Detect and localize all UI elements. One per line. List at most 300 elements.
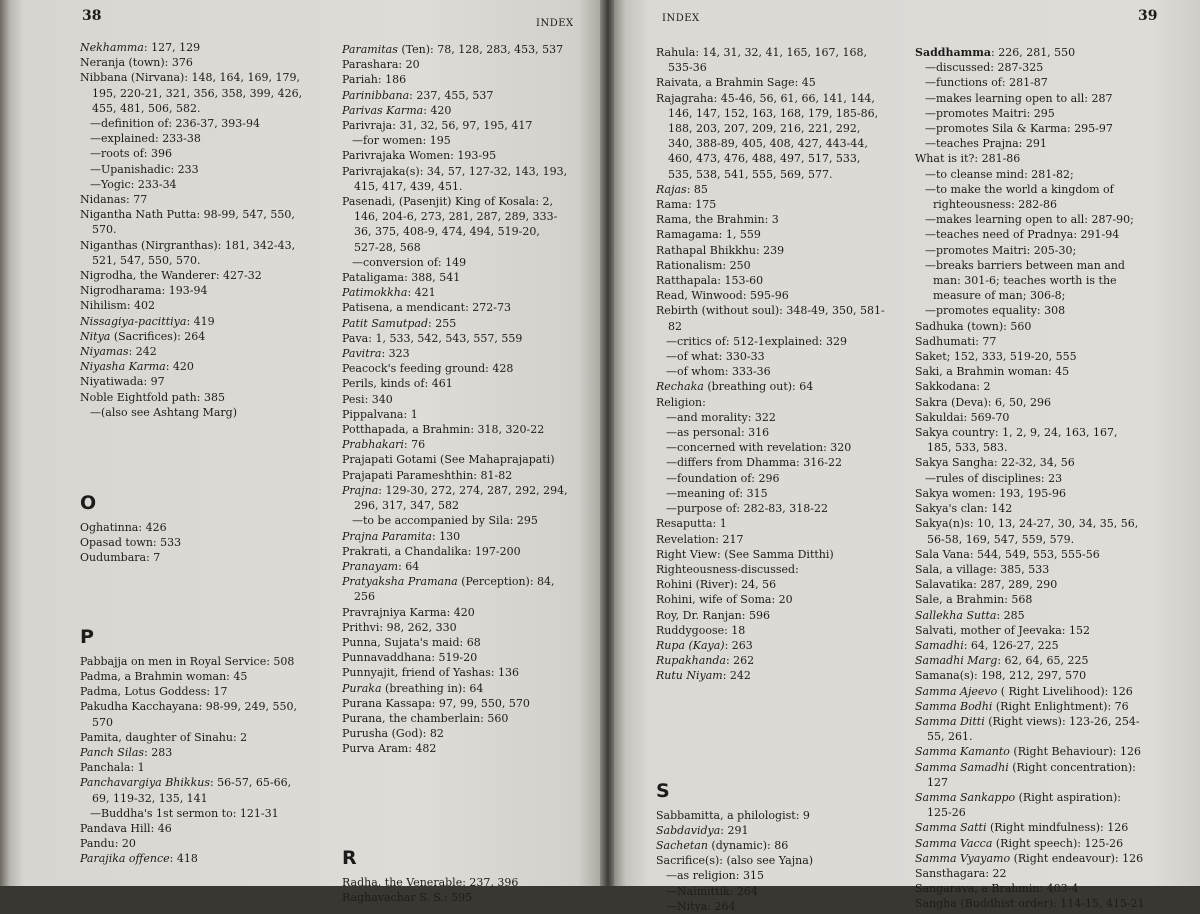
index-term: Parivrajaka Women: [342, 149, 451, 163]
index-pages: : 77: [126, 193, 148, 207]
index-term: Samadhi: [915, 638, 964, 652]
index-pages: : 198, 212, 297, 570: [973, 669, 1087, 683]
index-pages: : 22: [985, 866, 1007, 880]
left-page: [0, 0, 602, 904]
index-entry: [915, 851, 1145, 866]
index-pages: : 1: [712, 517, 727, 531]
index-term: Rama: [656, 198, 689, 212]
index-pages: (Right Enlightment): 76: [992, 699, 1129, 713]
index-entry: [915, 410, 1145, 425]
index-term: Samma Vyayamo: [915, 851, 1011, 865]
index-entry: [80, 70, 312, 116]
index-pages: : 98-99, 249, 550, 570: [92, 700, 297, 729]
index-entry: [342, 529, 568, 544]
index-entry: [915, 577, 1145, 592]
index-pages: : 45-46, 56, 61, 66, 141, 144, 146, 147, 152, 163, 168, 179, 185-86, 188, 203, 207, 209, 216, 221, 292, 340, 388-89, 405, 408, 427, 443-44, 460, 473, 476, 488, 497, 517, 533, 535, 538, 541, 555, 569, 577.: [668, 91, 879, 181]
index-entry: [80, 40, 312, 55]
index-pages: : 6, 50, 296: [987, 395, 1051, 409]
index-pages: : 403-4: [1039, 882, 1079, 896]
index-entry: [915, 425, 1145, 455]
index-pages: : 237, 455, 537: [409, 88, 494, 102]
index-entry: [342, 407, 568, 422]
index-pages: : 340: [364, 392, 393, 406]
index-entry: [656, 45, 886, 75]
index-entry: [656, 577, 886, 592]
index-pages: : 323: [381, 347, 410, 361]
index-term: Sadhuka (town): [915, 319, 1004, 333]
index-pages: : 461: [424, 377, 453, 391]
index-entry: [342, 635, 568, 650]
index-term: Patisena, a mendicant: [342, 301, 466, 315]
index-pages: (breathing in): 64: [381, 681, 484, 695]
index-pages: : 20: [398, 58, 420, 72]
index-subentry: —promotes equality: 308: [925, 304, 1066, 318]
index-entry: [915, 516, 1145, 546]
index-entry: [342, 42, 568, 57]
index-pages: : 97: [143, 375, 165, 389]
index-pages: : 22-32, 34, 56: [993, 456, 1075, 470]
index-term: Nibbana (Nirvana): [80, 71, 185, 85]
index-pages: : 560: [1003, 319, 1032, 333]
index-term: Sakya(n)s: [915, 517, 970, 531]
index-entry: [342, 316, 568, 331]
index-pages: (breathing out): 64: [703, 380, 814, 394]
index-subentry: —rules of disciplines: 23: [925, 471, 1063, 485]
index-pages: : 193-94: [161, 284, 208, 298]
index-pages: : 272-73: [465, 301, 511, 315]
index-subentry: —Buddha's 1st sermon to: 121-31: [90, 806, 279, 820]
index-subentry: —breaks barriers between man and man: 301-6; teaches worth is the measure of man; 306-8;: [925, 258, 1125, 303]
section-letter: O: [80, 492, 97, 515]
index-entry: [342, 468, 568, 483]
index-entry: [80, 192, 312, 207]
index-pages: : 193-95: [450, 149, 497, 163]
index-subentry: —Nitya: 264: [666, 899, 736, 913]
index-pages: : 45: [794, 76, 816, 90]
index-subentry: —Naimittik: 264: [666, 884, 758, 898]
index-pages: : 45: [226, 669, 248, 683]
index-term: Punna, Sujata's maid: [342, 635, 460, 649]
index-pages: : 421: [407, 286, 436, 300]
index-term: Revelation: [656, 532, 716, 546]
index-pages: (dynamic): 86: [707, 838, 789, 852]
index-entry: [80, 699, 312, 729]
index-entry: [656, 516, 886, 531]
index-pages: : 419: [186, 314, 215, 328]
index-pages: : (also see Yajna): [719, 854, 814, 868]
index-pages: : 181, 342-43, 521, 547, 550, 570.: [92, 238, 296, 267]
index-term: Panchavargiya Bhikkus: [80, 776, 210, 790]
index-pages: : 595: [443, 890, 473, 904]
index-entry: [342, 194, 568, 255]
index-pages: (Right concentration): 127: [927, 760, 1136, 789]
index-term: Saddhamma: [915, 46, 991, 59]
index-term: Prakrati, a Chandalika: [342, 544, 468, 558]
index-entry: [342, 741, 568, 756]
index-entry: [915, 364, 1145, 379]
index-entry: [80, 775, 312, 805]
index-entry: [342, 392, 568, 407]
index-term: Niyamas: [80, 345, 129, 359]
index-term: Rathapal Bhikkhu: [656, 243, 756, 257]
index-pages: : 175: [688, 198, 717, 212]
index-entry: [80, 344, 312, 359]
index-pages: : 24, 56: [733, 578, 777, 592]
index-pages: : 291: [720, 823, 749, 837]
index-subentry: —makes learning open to all: 287: [925, 91, 1113, 105]
index-subentry: —Upanishadic: 233: [90, 162, 199, 176]
index-term: Salavatika: [915, 578, 974, 592]
index-entry: [80, 207, 312, 237]
index-term: Prajapati Parameshthin: [342, 468, 474, 482]
index-subentry: —roots of: 396: [90, 147, 172, 161]
index-pages: : 114-15, 415-21: [1053, 897, 1145, 911]
index-term: Niyasha Karma: [80, 360, 166, 374]
section-letter: P: [80, 625, 94, 648]
index-entry: [80, 669, 312, 684]
index-pages: : 1: [403, 407, 418, 421]
index-pages: (Right mindfulness): 126: [986, 821, 1129, 835]
index-pages: (Right Behaviour): 126: [1009, 745, 1141, 759]
index-entry: [915, 820, 1145, 835]
index-subentry: —Yogic: 233-34: [90, 177, 177, 191]
index-term: Read, Winwood: [656, 289, 743, 303]
index-pages: : 385: [196, 390, 225, 404]
index-entry: [915, 486, 1145, 501]
index-term: Pava: [342, 331, 369, 345]
index-subentry: —promotes Maitri: 205-30;: [925, 243, 1077, 257]
index-entry: [342, 270, 568, 285]
index-pages: : 376: [164, 56, 193, 70]
index-entry: [915, 547, 1145, 562]
index-pages: : 508: [266, 654, 295, 668]
index-subentry: —differs from Dhamma: 316-22: [666, 456, 842, 470]
index-term: Parivraja: [342, 119, 393, 133]
index-pages: : 420: [423, 103, 452, 117]
index-term: Samma Bodhi: [915, 699, 993, 713]
index-pages: (Right views): 123-26, 254-55, 261.: [927, 714, 1140, 744]
index-term: Nigantha Nath Putta: [80, 208, 197, 222]
index-pages: :: [795, 562, 799, 576]
index-entry: [656, 379, 886, 394]
index-entry: [80, 730, 312, 745]
index-entry: [656, 592, 886, 607]
index-pages: : 186: [377, 73, 407, 87]
index-term: Sangarava, a Brahmin: [915, 882, 1040, 896]
index-term: Rupa (Kaya): [656, 638, 725, 652]
index-term: Ramagama: [656, 228, 719, 242]
index-entry: [656, 638, 886, 653]
index-entry: [915, 714, 1145, 744]
index-entry: [915, 45, 1145, 60]
index-term: Nidanas: [80, 193, 127, 207]
index-term: Samma Vacca: [915, 836, 993, 850]
index-subentry: —meaning of: 315: [666, 486, 768, 500]
index-pages: : 98, 262, 330: [379, 620, 457, 634]
index-term: Prabhakari: [342, 438, 404, 452]
index-entry: [80, 654, 312, 669]
index-term: Samma Ajeevo: [915, 684, 998, 698]
index-pages: : 281-86: [974, 152, 1021, 166]
index-entry: [342, 148, 568, 163]
index-entry: [656, 838, 886, 853]
index-subentry: —foundation of: 296: [666, 471, 780, 485]
index-term: Rama, the Brahmin: [656, 213, 765, 227]
index-term: Parivas Karma: [342, 103, 424, 117]
page-number: 39: [1138, 8, 1158, 24]
index-term: Panch Silas: [80, 745, 145, 759]
index-term: Sabdavidya: [656, 823, 721, 837]
index-term: Rohini (River): [656, 578, 734, 592]
index-entry: [342, 300, 568, 315]
index-pages: : 18: [724, 623, 746, 637]
index-entry: [342, 711, 568, 726]
index-pages: : 427-32: [215, 269, 262, 283]
index-pages: : 533: [152, 536, 182, 550]
index-pages: : 263: [724, 638, 753, 652]
index-subentry: —to be accompanied by Sila: 295: [352, 514, 538, 528]
index-term: Patimokkha: [342, 286, 408, 300]
index-pages: : 426: [138, 521, 167, 535]
index-pages: (Ten): 78, 128, 283, 453, 537: [397, 43, 564, 56]
index-entry: [656, 562, 886, 577]
index-pages: : 10, 13, 24-27, 30, 34, 35, 56, 56-58, 169, 547, 559, 579.: [927, 517, 1139, 546]
index-term: Resaputta: [656, 517, 713, 531]
index-pages: : 596: [741, 608, 770, 622]
index-pages: ( Right Livelihood): 126: [997, 684, 1133, 698]
index-entry: [656, 288, 886, 303]
index-entry: [915, 653, 1145, 668]
index-term: Pranayam: [342, 559, 399, 573]
index-entry: [915, 623, 1145, 638]
index-entry: [342, 890, 568, 905]
index-pages: (Sacrifices): 264: [110, 329, 206, 343]
index-subentry: —of what: 330-33: [666, 350, 765, 364]
index-term: Pippalvana: [342, 407, 404, 421]
index-term: Rebirth (without soul): [656, 304, 780, 318]
index-term: What is it?: [915, 152, 975, 166]
index-term: Sakya country: [915, 426, 995, 440]
index-entry: [342, 72, 568, 87]
index-pages: : 318, 320-22: [470, 423, 545, 437]
index-entry: [915, 744, 1145, 759]
index-entry: [80, 550, 312, 565]
index-entry: [656, 547, 886, 562]
index-term: Sala, a village: [915, 562, 994, 576]
index-pages: (Right speech): 125-26: [992, 836, 1124, 850]
index-term: Righteousness-discussed: [656, 562, 796, 576]
index-term: Puraka: [342, 681, 382, 695]
index-term: Right View: [656, 547, 718, 561]
index-pages: (Perception): 84, 256: [354, 575, 555, 604]
index-term: Nissagiya-pacittiya: [80, 314, 187, 328]
index-entry: [80, 314, 312, 329]
index-term: Nigrodha, the Wanderer: [80, 269, 216, 283]
index-entry: [915, 562, 1145, 577]
index-term: Parajika offence: [80, 852, 170, 866]
index-term: Radha, the Venerable: [342, 875, 463, 889]
index-pages: : 82: [422, 727, 444, 741]
index-entry: [656, 75, 886, 90]
index-term: Peacock's feeding ground: [342, 362, 486, 376]
index-term: Prithvi: [342, 620, 380, 634]
index-pages: : 428: [485, 362, 514, 376]
index-entry: [80, 390, 312, 405]
index-entry: [342, 452, 568, 467]
index-pages: : 46: [150, 821, 172, 835]
index-entry: [915, 608, 1145, 623]
index-term: Saki, a Brahmin woman: [915, 365, 1048, 379]
index-subentry: —(also see Ashtang Marg): [90, 405, 237, 419]
index-pages: : 242: [722, 669, 751, 683]
index-entry: [656, 197, 886, 212]
index-pages: : 519-20: [431, 651, 478, 665]
index-entry: [915, 349, 1145, 364]
index-pages: : 136: [490, 666, 520, 680]
index-term: Sansthagara: [915, 866, 986, 880]
index-term: Pandu: [80, 837, 115, 851]
index-pages: : 285: [996, 608, 1025, 622]
index-term: Sachetan: [656, 838, 708, 852]
index-pages: : 385, 533: [993, 562, 1050, 576]
index-pages: : 34, 57, 127-32, 143, 193, 415, 417, 439, 451.: [354, 164, 568, 193]
index-term: Sala Vana: [915, 547, 970, 561]
index-pages: : 56-57, 65-66, 69, 119-32, 135, 141: [92, 776, 292, 805]
index-entry: [342, 57, 568, 72]
index-entry: [342, 285, 568, 300]
index-subentry: —for women: 195: [352, 134, 451, 148]
index-entry: [342, 574, 568, 604]
index-term: Sakya Sangha: [915, 456, 994, 470]
index-term: Pariah: [342, 73, 378, 87]
index-entry: [342, 875, 568, 890]
index-subentry: —definition of: 236-37, 393-94: [90, 117, 260, 131]
index-entry: [80, 268, 312, 283]
index-entry: [656, 808, 886, 823]
index-term: Patit Samutpad: [342, 316, 428, 330]
index-term: Samma Satti: [915, 821, 987, 835]
index-pages: : 388, 541: [404, 271, 461, 285]
index-pages: : 420: [446, 605, 475, 619]
index-column: [915, 45, 1145, 912]
index-pages: : 237, 396: [462, 875, 519, 889]
index-term: Pesi: [342, 392, 365, 406]
index-entry: [342, 103, 568, 118]
running-head: INDEX: [662, 13, 700, 24]
index-term: Sacrifice(s): [656, 854, 720, 868]
index-term: Panchala: [80, 761, 131, 775]
index-subentry: —concerned with revelation: 320: [666, 441, 852, 455]
index-pages: : 544, 549, 553, 555-56: [969, 547, 1100, 561]
index-entry: [656, 273, 886, 288]
index-subentry: —of whom: 333-36: [666, 365, 771, 379]
index-term: Nigrodharama: [80, 284, 162, 298]
index-pages: : 62, 64, 65, 225: [997, 654, 1089, 668]
index-pages: ; 152, 333, 519-20, 555: [946, 350, 1077, 364]
index-pages: : 1, 559: [718, 228, 761, 242]
index-term: Prajapati Gotami (See Mahaprajapati): [342, 453, 555, 467]
index-term: Parinibbana: [342, 88, 410, 102]
index-entry: [342, 696, 568, 711]
index-pages: : 2, 146, 204-6, 273, 281, 287, 289, 333-36, 375, 408-9, 474, 494, 519-20, 527-28, 568: [354, 195, 558, 254]
index-pages: : 68: [459, 635, 481, 649]
index-term: Nekhamma: [80, 41, 144, 54]
index-term: Rutu Niyam: [656, 669, 723, 683]
index-term: Punnyajit, friend of Yashas: [342, 666, 491, 680]
index-entry: [342, 331, 568, 346]
index-pages: : 482: [408, 742, 437, 756]
index-entry: [80, 535, 312, 550]
index-entry: [342, 164, 568, 194]
index-term: Perils, kinds of: [342, 377, 425, 391]
index-pages: : 226, 281, 550: [991, 46, 1076, 59]
index-term: Potthapada, a Brahmin: [342, 423, 471, 437]
index-pages: : 1: [130, 761, 145, 775]
index-entry: [915, 638, 1145, 653]
index-pages: : 17: [206, 685, 228, 699]
index-term: Pataligama: [342, 271, 405, 285]
index-entry: [80, 836, 312, 851]
index-term: Raghavachar S. S.: [342, 890, 444, 904]
page-number: 38: [82, 8, 102, 24]
index-pages: : 283: [144, 745, 173, 759]
index-pages: : 130: [431, 529, 461, 543]
index-term: Pravrajniya Karma: [342, 605, 447, 619]
index-pages: : 20: [771, 593, 793, 607]
index-pages: : 9: [795, 808, 810, 822]
index-entry: [915, 501, 1145, 516]
index-term: Nihilism: [80, 299, 127, 313]
index-term: Parivrajaka(s): [342, 164, 420, 178]
index-term: Pakudha Kacchayana: [80, 700, 199, 714]
index-term: Nitya: [80, 329, 111, 343]
index-entry: [915, 684, 1145, 699]
index-entry: [656, 212, 886, 227]
index-entry: [656, 227, 886, 242]
index-pages: : 197-200: [467, 544, 521, 558]
index-pages: : 560: [480, 711, 509, 725]
index-entry: [342, 665, 568, 680]
index-pages: : 152: [1061, 623, 1090, 637]
index-entry: [342, 422, 568, 437]
index-entry: [656, 303, 886, 333]
index-pages: : 262: [725, 654, 755, 668]
index-pages: : 148, 164, 169, 179, 195, 220-21, 321, 356, 358, 399, 426, 455, 481, 506, 582.: [92, 71, 303, 115]
index-entry: [80, 359, 312, 374]
index-term: Purusha (God): [342, 727, 423, 741]
index-term: Sakra (Deva): [915, 395, 988, 409]
index-term: Saket: [915, 350, 947, 364]
index-entry: [80, 684, 312, 699]
index-subentry: —to make the world a kingdom of righteousness: 282-86: [925, 182, 1114, 212]
index-pages: : 1, 533, 542, 543, 557, 559: [368, 331, 523, 345]
index-term: Pasenadi, (Pasenjit) King of Kosala: [342, 195, 536, 209]
right-page: [614, 0, 1200, 913]
index-entry: [915, 790, 1145, 820]
index-term: Sakuldai: [915, 410, 964, 424]
index-term: Niyatiwada: [80, 375, 144, 389]
index-entry: [80, 298, 312, 313]
index-term: Salvati, mother of Jeevaka: [915, 623, 1062, 637]
index-entry: [342, 650, 568, 665]
index-pages: : 595-96: [742, 289, 789, 303]
index-pages: : 153-60: [717, 274, 764, 288]
index-term: Sabbamitta, a philologist: [656, 808, 796, 822]
index-entry: [656, 608, 886, 623]
index-entry: [915, 881, 1145, 896]
index-entry: [342, 88, 568, 103]
index-term: Neranja (town): [80, 56, 165, 70]
